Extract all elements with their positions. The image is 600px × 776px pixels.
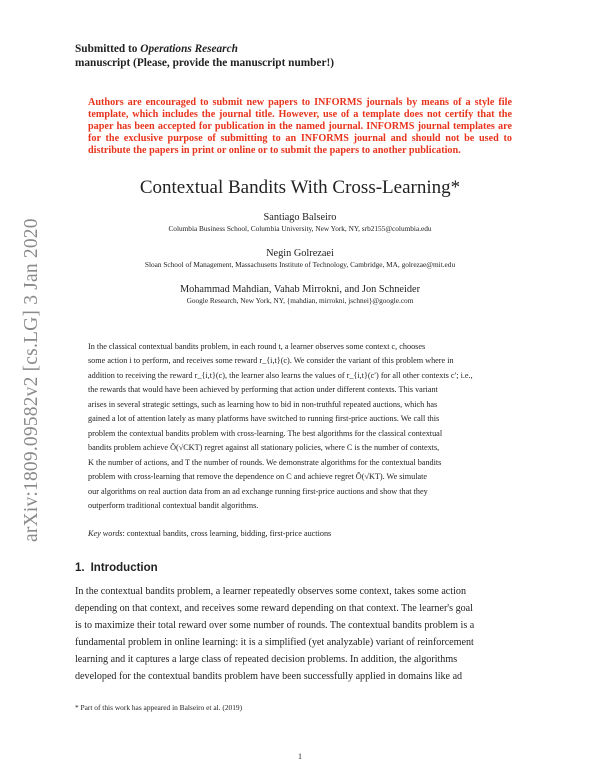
submission-header (75, 42, 545, 70)
body-line: is to maximize their total reward over some number of rounds. The contextual bandits problem is a (75, 620, 475, 632)
author-block (75, 283, 525, 306)
body-line: fundamental problem in online learning: it is a simplified (yet analyzable) variant of reinforcement (75, 637, 474, 649)
body-line: In the contextual bandits problem, a learner repeatedly observes some context, takes some action (75, 586, 466, 597)
author-name: Santiago Balseiro (263, 212, 337, 223)
abstract-line: gained a lot of attention lately as many platforms have switched to running first-price auctions. We call this (88, 414, 440, 424)
paper-title: Contextual Bandits With Cross-Learning* (139, 177, 461, 198)
footnote: * Part of this work has appeared in Balseiro et al. (2019) (75, 703, 243, 712)
author-block (75, 247, 525, 270)
section-title: Introduction (90, 562, 158, 574)
abstract-line: problem the contextual bandits problem with cross-learning. The best algorithms for the classical contextual (88, 428, 443, 438)
author-affiliation: Google Research, New York, NY, {mahdian, mirrokni, jschnei}@google.com (186, 296, 414, 305)
author-affiliation: Columbia Business School, Columbia University, New York, NY, srb2155@columbia.edu (168, 224, 432, 233)
body-line: developed for the contextual bandits problem have been successfully applied in domains like ad (75, 671, 463, 683)
abstract-line: In the classical contextual bandits problem, in each round t, a learner observes some context c, chooses (88, 342, 426, 351)
author-affiliation: Sloan School of Management, Massachusetts Institute of Technology, Cambridge, MA, golrezae@mit.edu (144, 260, 456, 269)
abstract-line: our algorithms on real auction data from an ad exchange running first-price auctions and show that they (88, 486, 428, 496)
journal-name: Operations Research (140, 43, 238, 55)
keywords-text: : contextual bandits, cross learning, bidding, first-price auctions (122, 529, 332, 538)
abstract-line: problem with cross-learning that remove the dependence on C and achieve regret Õ(√KT). We simulate (88, 472, 428, 482)
body-line: depending on that context, and receives some reward depending on that context. The learner's goal (75, 603, 473, 615)
abstract-line: addition to receiving the reward r_{i,t}(c), the learner also learns the values of r_{i,t}(c′) for all other contexts c′; i.e., (88, 370, 473, 380)
manuscript-line: manuscript (Please, provide the manuscript number!) (75, 57, 334, 69)
abstract-line: some action i to perform, and receives some reward r_{i,t}(c). We consider the variant of this problem where in (88, 356, 454, 366)
author-name: Negin Golrezaei (266, 248, 334, 259)
author-block (75, 211, 525, 234)
page-number: 1 (298, 752, 302, 761)
section-heading (75, 562, 158, 574)
keywords (88, 529, 512, 538)
abstract-line: arises in several strategic settings, such as learning how to bid in non-truthful repeated auctions, which has (88, 399, 438, 409)
intro-text (75, 583, 525, 686)
section-number: 1. (75, 562, 85, 574)
abstract (88, 340, 512, 513)
author-name: Mohammad Mahdian, Vahab Mirrokni, and Jon Schneider (179, 284, 421, 295)
body-line: learning and it captures a large class of repeated decision problems. In addition, the algorithms (75, 654, 458, 666)
abstract-line: the rewards that would have been achieved by performing that action under different contexts. This variant (88, 385, 438, 395)
submission-prefix: Submitted to (75, 43, 141, 55)
submission-line (75, 42, 545, 56)
abstract-line: K the number of actions, and T the number of rounds. We demonstrate algorithms for the contextual bandits (88, 457, 442, 467)
informs-notice: Authors are encouraged to submit new papers to INFORMS journals by means of a style file template, which includes the journal title. However, use of a template does not certify that the paper has been accepted for publication in the named journal. INFORMS journal templates are for the exclusive purpose of submitting to an INFORMS journal and should not be used to distribute the papers in print or online or to submit the papers to another publication. (88, 97, 512, 156)
arxiv-stamp: arXiv:1809.09582v2 [cs.LG] 3 Jan 2020 (21, 218, 42, 542)
abstract-line: outperform traditional contextual bandit algorithms. (88, 500, 259, 510)
keywords-label: Key words (88, 529, 123, 538)
abstract-line: bandits problem achieve Õ(√CKT) regret against all stationary policies, where C is the number of contexts, (88, 443, 440, 453)
